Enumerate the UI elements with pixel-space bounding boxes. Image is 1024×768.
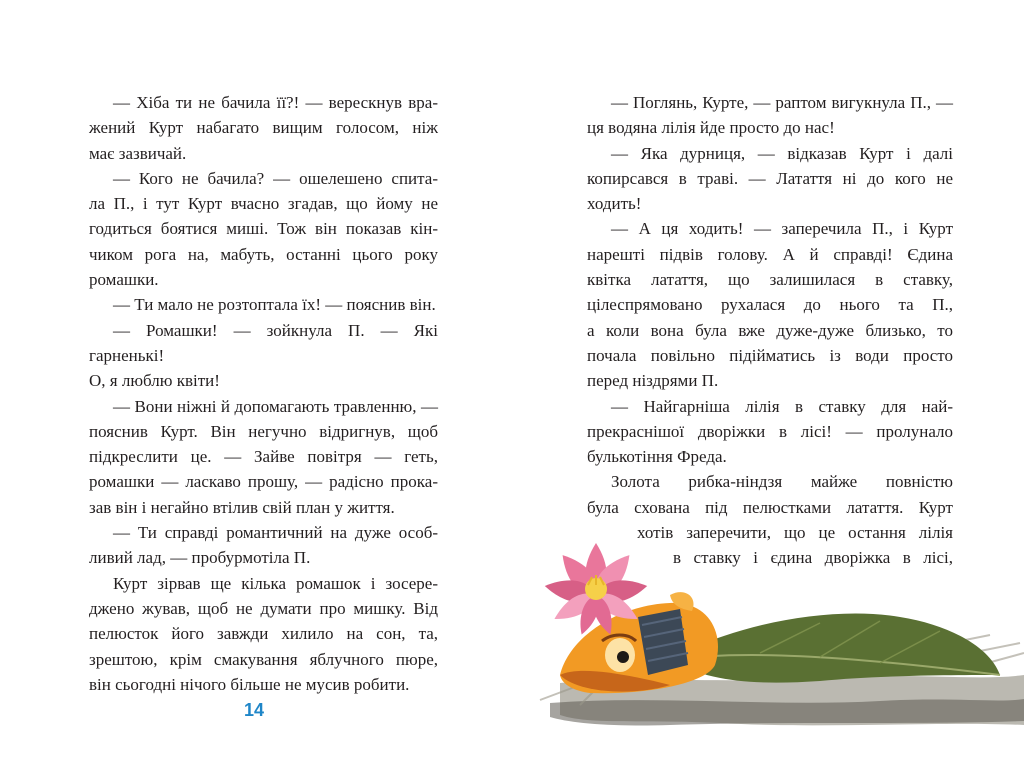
page-number: 14 bbox=[243, 700, 265, 720]
text-line: нарешті підвів голову. А й справді! Єдина bbox=[587, 244, 953, 264]
text-line: — Хіба ти не бачила її?! — верескнув вра- bbox=[113, 93, 438, 112]
text-line: годиться боятися миші. Тож він показав кін- bbox=[89, 219, 438, 239]
text-line: він сьогодні нічого більше не мусив робити. bbox=[89, 674, 410, 694]
text-line: — Поглянь, Курте, — раптом вигукнула П., — bbox=[611, 93, 953, 112]
text-line: зав він і негайно втілив свій план у життя. bbox=[89, 497, 395, 517]
text-line: — Найгарніша лілія в ставку для най- bbox=[611, 396, 953, 416]
text-line: хотів заперечити, що це остання лілія bbox=[637, 523, 953, 543]
text-line: була схована під пелюстками латаття. Курт bbox=[587, 497, 953, 517]
text-line: Золота рибка-ніндзя майже повністю bbox=[611, 472, 953, 492]
text-line: — Ромашки! — зойкнула П. — Які гарненькі! bbox=[89, 320, 438, 365]
text-line: — Вони ніжні й допомагають травленню, — bbox=[113, 396, 438, 416]
text-line: цілеспрямовано рухалася до нього та П., bbox=[587, 295, 953, 315]
text-line: має зазвичай. bbox=[89, 143, 187, 163]
text-line: а коли вона була вже дуже-дуже близько, то bbox=[587, 320, 953, 340]
left-page-text bbox=[89, 90, 438, 697]
text-line: прекраснішої дворіжки в лісі! — пролунало bbox=[587, 421, 953, 441]
text-line: ливий лад, — пробурмотіла П. bbox=[89, 548, 311, 568]
text-line: джено жував, щоб не думати про мишку. Від bbox=[89, 598, 438, 618]
text-line: ла П., і тут Курт вчасно згадав, що йому не bbox=[89, 194, 438, 214]
text-line: чиком рога на, мабуть, останні цього року bbox=[89, 244, 438, 264]
text-line: пояснив Курт. Він негучно відригнув, щоб bbox=[89, 421, 438, 441]
text-line: ця водяна лілія йде просто до нас! bbox=[587, 118, 835, 138]
right-page-text bbox=[587, 90, 953, 571]
text-line: ромашки — ласкаво прошу, — радісно прока- bbox=[89, 472, 438, 492]
text-line: О, я люблю квіти! bbox=[89, 371, 220, 391]
text-line: жений Курт набагато вищим голосом, ніж bbox=[89, 118, 438, 138]
goldfish-under-water-lily-icon bbox=[520, 525, 1024, 768]
text-line: ромашки. bbox=[89, 270, 159, 290]
text-line: зрештою, крім смакування яблучного пюре, bbox=[89, 649, 438, 669]
text-line: почала повільно підійматись із води просто bbox=[587, 345, 953, 365]
text-line: копирсався в траві. — Латаття ні до кого не bbox=[587, 168, 953, 188]
text-line: ходить! bbox=[587, 194, 642, 214]
text-line: — Ти справді романтичний на дуже особ- bbox=[113, 523, 438, 543]
text-line: булькотіння Фреда. bbox=[587, 447, 727, 467]
text-line: квітка латаття, що залишилася в ставку, bbox=[587, 270, 953, 290]
text-line: — Кого не бачила? — ошелешено спита- bbox=[113, 168, 438, 188]
text-line: Курт зірвав ще кілька ромашок і зосере- bbox=[113, 573, 438, 593]
text-line: підкреслити це. — Зайве повітря — геть, bbox=[89, 447, 438, 467]
text-line: в ставку і єдина дворіжка в лісі, bbox=[673, 548, 953, 568]
text-line: — Яка дурниця, — відказав Курт і далі bbox=[611, 143, 953, 163]
text-line: пелюсток його завжди хилило на сон, та, bbox=[89, 624, 438, 644]
text-line: перед ніздрями П. bbox=[587, 371, 719, 391]
text-line: — Ти мало не розтоптала їх! — пояснив він. bbox=[113, 295, 436, 315]
text-line: — А ця ходить! — заперечила П., і Курт bbox=[611, 219, 953, 239]
